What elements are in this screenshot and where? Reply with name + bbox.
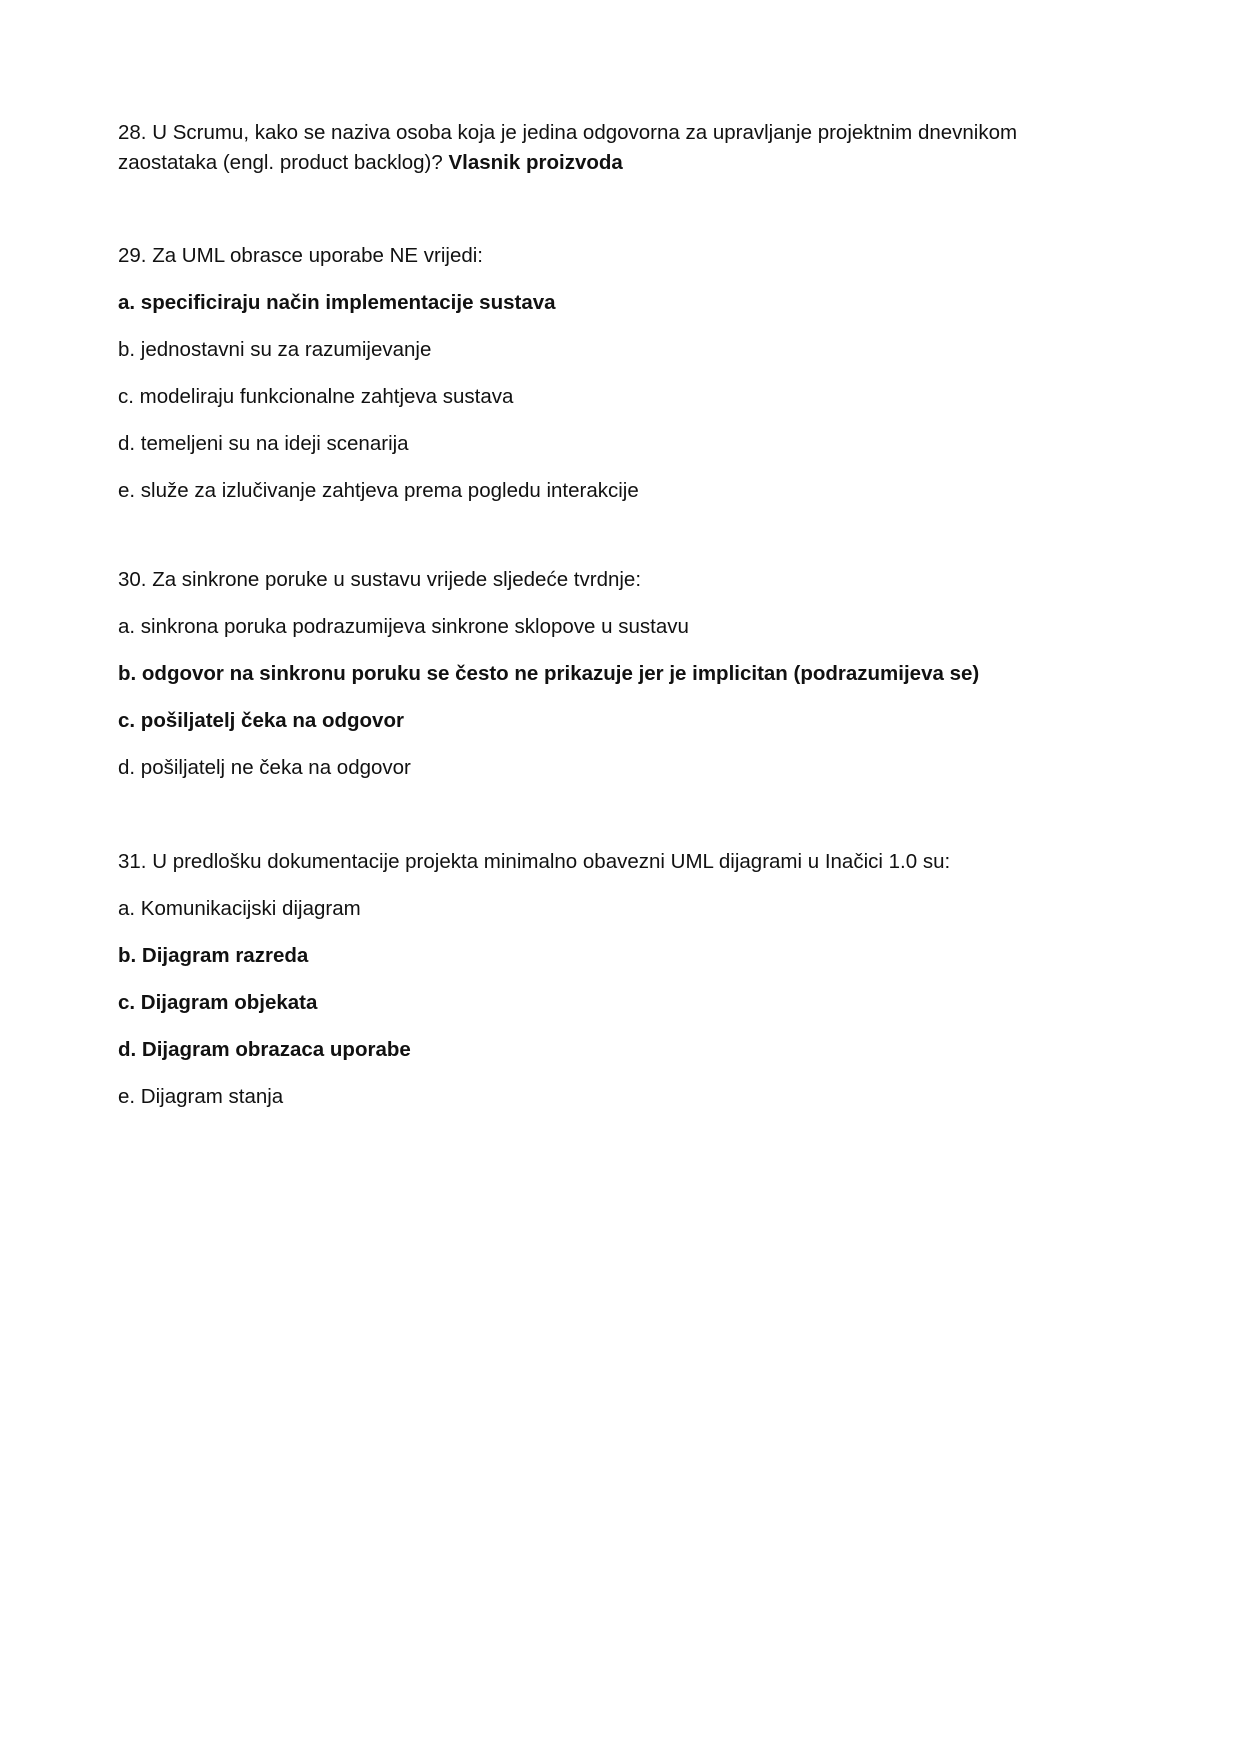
question-29-option-c: c. modeliraju funkcionalne zahtjeva sustava bbox=[118, 385, 514, 408]
question-28-text: zaostataka (engl. product backlog)? bbox=[118, 151, 443, 174]
question-31-option-d: d. Dijagram obrazaca uporabe bbox=[118, 1038, 411, 1061]
question-31-option-b: b. Dijagram razreda bbox=[118, 944, 309, 967]
question-31-option-a: a. Komunikacijski dijagram bbox=[118, 897, 361, 920]
question-28 bbox=[118, 118, 1128, 178]
question-29 bbox=[118, 241, 1128, 506]
question-30 bbox=[118, 565, 1128, 783]
question-29-option-e: e. služe za izlučivanje zahtjeva prema pogledu interakcije bbox=[118, 479, 639, 502]
question-28-text-line-2 bbox=[118, 148, 1128, 178]
question-30-option-c: c. pošiljatelj čeka na odgovor bbox=[118, 709, 404, 732]
question-30-text: 30. Za sinkrone poruke u sustavu vrijede sljedeće tvrdnje: bbox=[118, 568, 642, 591]
question-31 bbox=[118, 847, 1128, 1112]
question-29-option-d: d. temeljeni su na ideji scenarija bbox=[118, 432, 409, 455]
question-29-option-a: a. specificiraju način implementacije sustava bbox=[118, 291, 556, 314]
question-29-text: 29. Za UML obrasce uporabe NE vrijedi: bbox=[118, 244, 483, 267]
question-29-option-b: b. jednostavni su za razumijevanje bbox=[118, 338, 432, 361]
question-30-option-a: a. sinkrona poruka podrazumijeva sinkrone sklopove u sustavu bbox=[118, 615, 689, 638]
question-30-option-b: b. odgovor na sinkronu poruku se često ne prikazuje jer je implicitan (podrazumijeva se) bbox=[118, 662, 980, 685]
question-28-text-line-1: 28. U Scrumu, kako se naziva osoba koja je jedina odgovorna za upravljanje projektnim dnevnikom bbox=[118, 121, 1018, 144]
question-31-text: 31. U predlošku dokumentacije projekta minimalno obavezni UML dijagrami u Inačici 1.0 su: bbox=[118, 850, 951, 873]
question-31-option-e: e. Dijagram stanja bbox=[118, 1085, 284, 1108]
question-28-answer: Vlasnik proizvoda bbox=[448, 151, 623, 174]
question-31-option-c: c. Dijagram objekata bbox=[118, 991, 318, 1014]
question-30-option-d: d. pošiljatelj ne čeka na odgovor bbox=[118, 756, 411, 779]
